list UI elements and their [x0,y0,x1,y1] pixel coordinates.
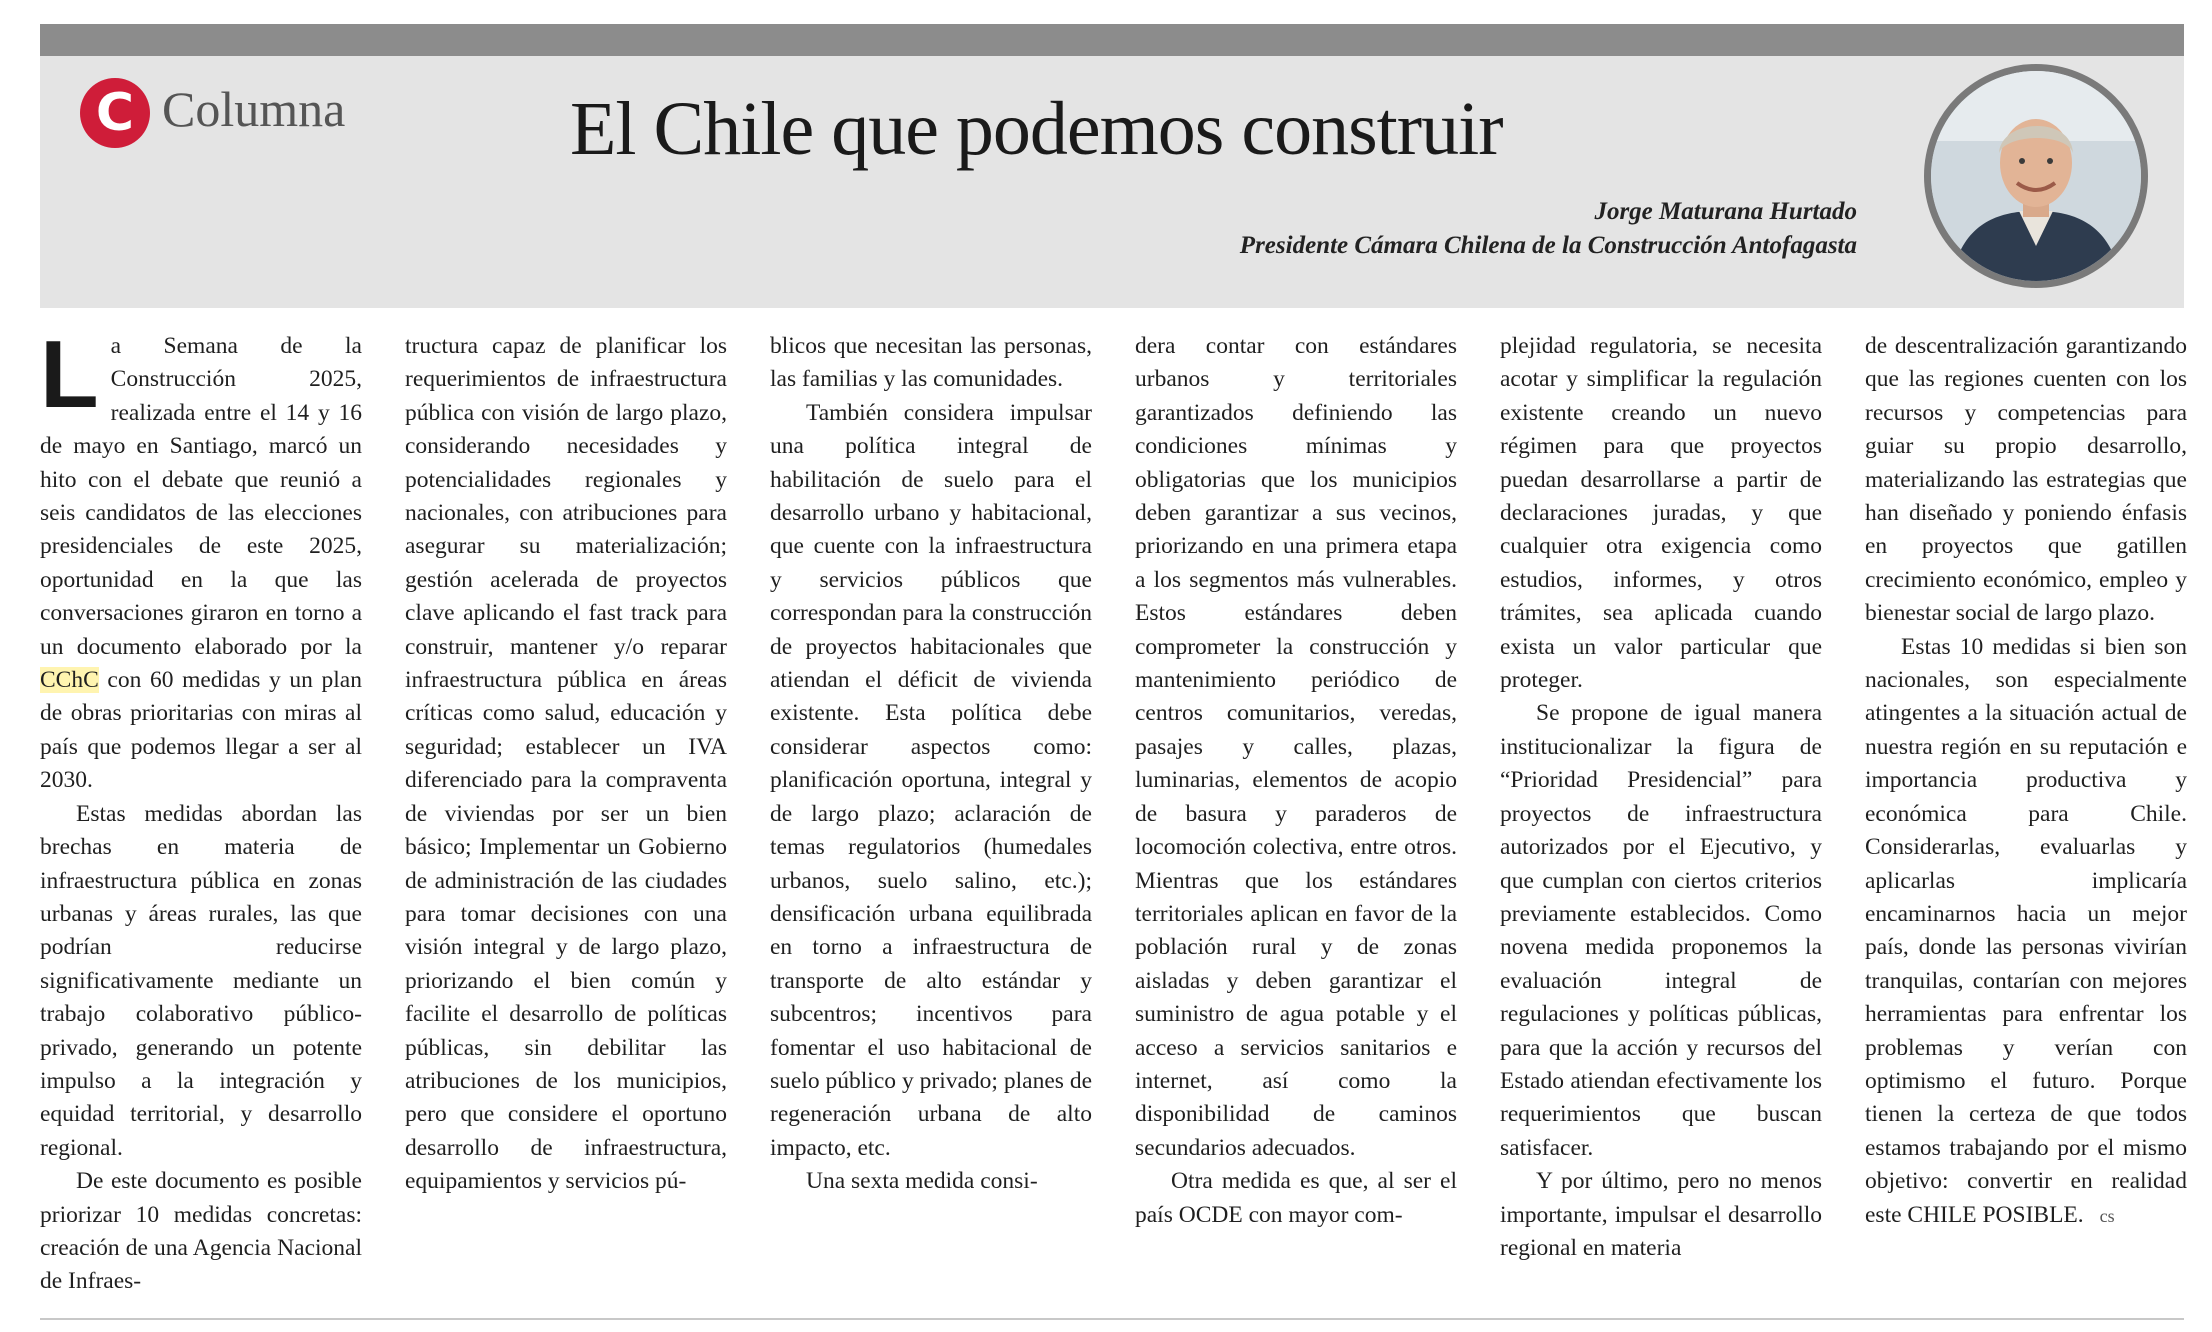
drop-cap: L [40,330,99,428]
author-portrait-illustration [1931,71,2141,281]
top-bar [40,24,2184,56]
article-paragraph: dera contar con estándares urbanos y territoriales garantizados definiendo las condiciones mínimas y obligatorias que los municipios deben garantizar a sus vecinos, priorizando en una primera etapa a los segmentos más vulnerables. Estos estándares deben comprometer la construcción y mantenimiento periódico de centros comunitarios, veredas, pasajes y calles, plazas, luminarias, elementos de acopio de basura y paraderos de locomoción colectiva, entre otros. Mientras que los estándares territoriales aplican en favor de la población rural y de zonas aisladas y deben garantizar el suministro de agua potable y el acceso a servicios sanitarios e internet, así como la disponibilidad de caminos secundarios adecuados. [1135,333,1457,1161]
article-paragraph: De este documento es posible priorizar 10 medidas concretas: creación de una Agencia Nacional de Infraes- [40,1168,362,1295]
article-paragraph: tructura capaz de planificar los requerimientos de infraestructura pública con visión de largo plazo, considerando necesidades y potencialidades regionales y nacionales, con atribuciones para asegurar su materialización; gestión acelerada de proyectos clave aplicando el fast track para construir, mantener y/o reparar infraestructura pública en áreas críticas como salud, educación y seguridad; establecer un IVA diferenciado para la compraventa de viviendas por ser un bien básico; Implementar un Gobierno de administración de las ciudades para tomar decisiones con una visión integral y de largo plazo, priorizando el bien común y facilite el desarrollo de políticas públicas, sin debilitar las atribuciones de los municipios, pero que considere el oportuno desarrollo de infraestructura, equipamientos y servicios pú- [405,333,727,1195]
article-paragraph: La Semana de la Construcción 2025, realizada entre el 14 y 16 de mayo en Santiago, marcó un hito con el debate que reunió a seis candidatos de las elecciones presidenciales de este 2025, oportunidad en la que las conversaciones giraron en torno a un documento elaborado por la CChC con 60 medidas y un plan de obras prioritarias con miras al país que podemos llegar a ser al 2030. [40,330,362,794]
article-paragraph: de descentralización garantizando que las regiones cuenten con los recursos y competencias para guiar su propio desarrollo, materializando las estrategias que han diseñado y poniendo énfasis en proyectos que gatillen crecimiento económico, empleo y bienestar social de largo plazo. [1865,333,2187,627]
article-column-2 [405,330,727,1300]
article-paragraph: También considera impulsar una política integral de habilitación de suelo para el desarrollo urbano y habitacional, que cuente con la infraestructura y servicios públicos que correspondan para la construcción de proyectos habitacionales que atiendan el déficit de vivienda existente. Esta política debe considerar aspectos como: planificación oportuna, integral y de largo plazo; aclaración de temas regulatorios (humedales urbanos, suelo salino, etc.); densificación urbana equilibrada en torno a infraestructura de transporte de alto estándar y subcentros; incentivos para fomentar el uso habitacional de suelo público y privado; planes de regeneración urbana de alto impacto, etc. [770,399,1092,1161]
author-role: Presidente Cámara Chilena de la Construcción Antofagasta [1239,232,1857,259]
logo-letter: C [95,83,135,143]
article-column-4 [1135,330,1457,1300]
article-column-3 [770,330,1092,1300]
column-logo-icon [80,78,150,148]
article-paragraph: Se propone de igual manera institucionalizar la figura de “Prioridad Presidencial” para proyectos de infraestructura autorizados por el Ejecutivo, y que cumplan con ciertos criterios previamente establecidos. Como novena medida proponemos la evaluación integral de regulaciones y políticas públicas, para que la acción y recursos del Estado atiendan efectivamente los requerimientos que buscan satisfacer. [1500,700,1822,1161]
article-paragraph: Otra medida es que, al ser el país OCDE con mayor com- [1135,1168,1457,1228]
article-paragraph: Estas 10 medidas si bien son nacionales, son especialmente atingentes a la situación actual de nuestra región en su reputación e importancia productiva y económica para Chile. Considerarlas, evaluarlas y aplicarlas implicaría encaminarnos hacia un mejor país, donde las personas vivirían tranquilas, contarían con mejores herramientas para enfrentar los problemas y verían con optimismo el futuro. Porque tienen la certeza de que todos estamos trabajando por el mismo objetivo: convertir en realidad este CHILE POSIBLE. cs [1865,633,2187,1228]
article-paragraph: Estas medidas abordan las brechas en materia de infraestructura pública en zonas urbanas y áreas rurales, las que podrían reducirse significativamente mediante un trabajo colaborativo público-privado, generando un potente impulso a la integración y equidad territorial, y desarrollo regional. [40,800,362,1161]
article-paragraph: blicos que necesitan las personas, las familias y las comunidades. [770,333,1092,393]
section-label: Columna [162,81,346,137]
author-name: Jorge Maturana Hurtado [1594,198,1857,225]
page-title: El Chile que podemos construir [570,87,1503,171]
article-paragraph: Y por último, pero no menos importante, impulsar el desarrollo regional en materia [1500,1168,1822,1261]
bottom-rule [40,1318,2184,1320]
highlighted-term: CChC [40,667,99,694]
author-portrait [1924,64,2148,288]
article-paragraph: Una sexta medida consi- [806,1168,1038,1195]
end-mark-icon: cs [2099,1205,2115,1226]
article-column-1 [40,330,362,1300]
article-column-5 [1500,330,1822,1300]
article-paragraph: plejidad regulatoria, se necesita acotar y simplificar la regulación existente creando un nuevo régimen para que proyectos puedan desarrollarse a partir de declaraciones juradas, y que cualquier otra exigencia como estudios, informes, y otros trámites, sea aplicada cuando exista un valor particular que proteger. [1500,333,1822,694]
article-column-6 [1865,330,2187,1300]
article-body [40,330,2190,1300]
